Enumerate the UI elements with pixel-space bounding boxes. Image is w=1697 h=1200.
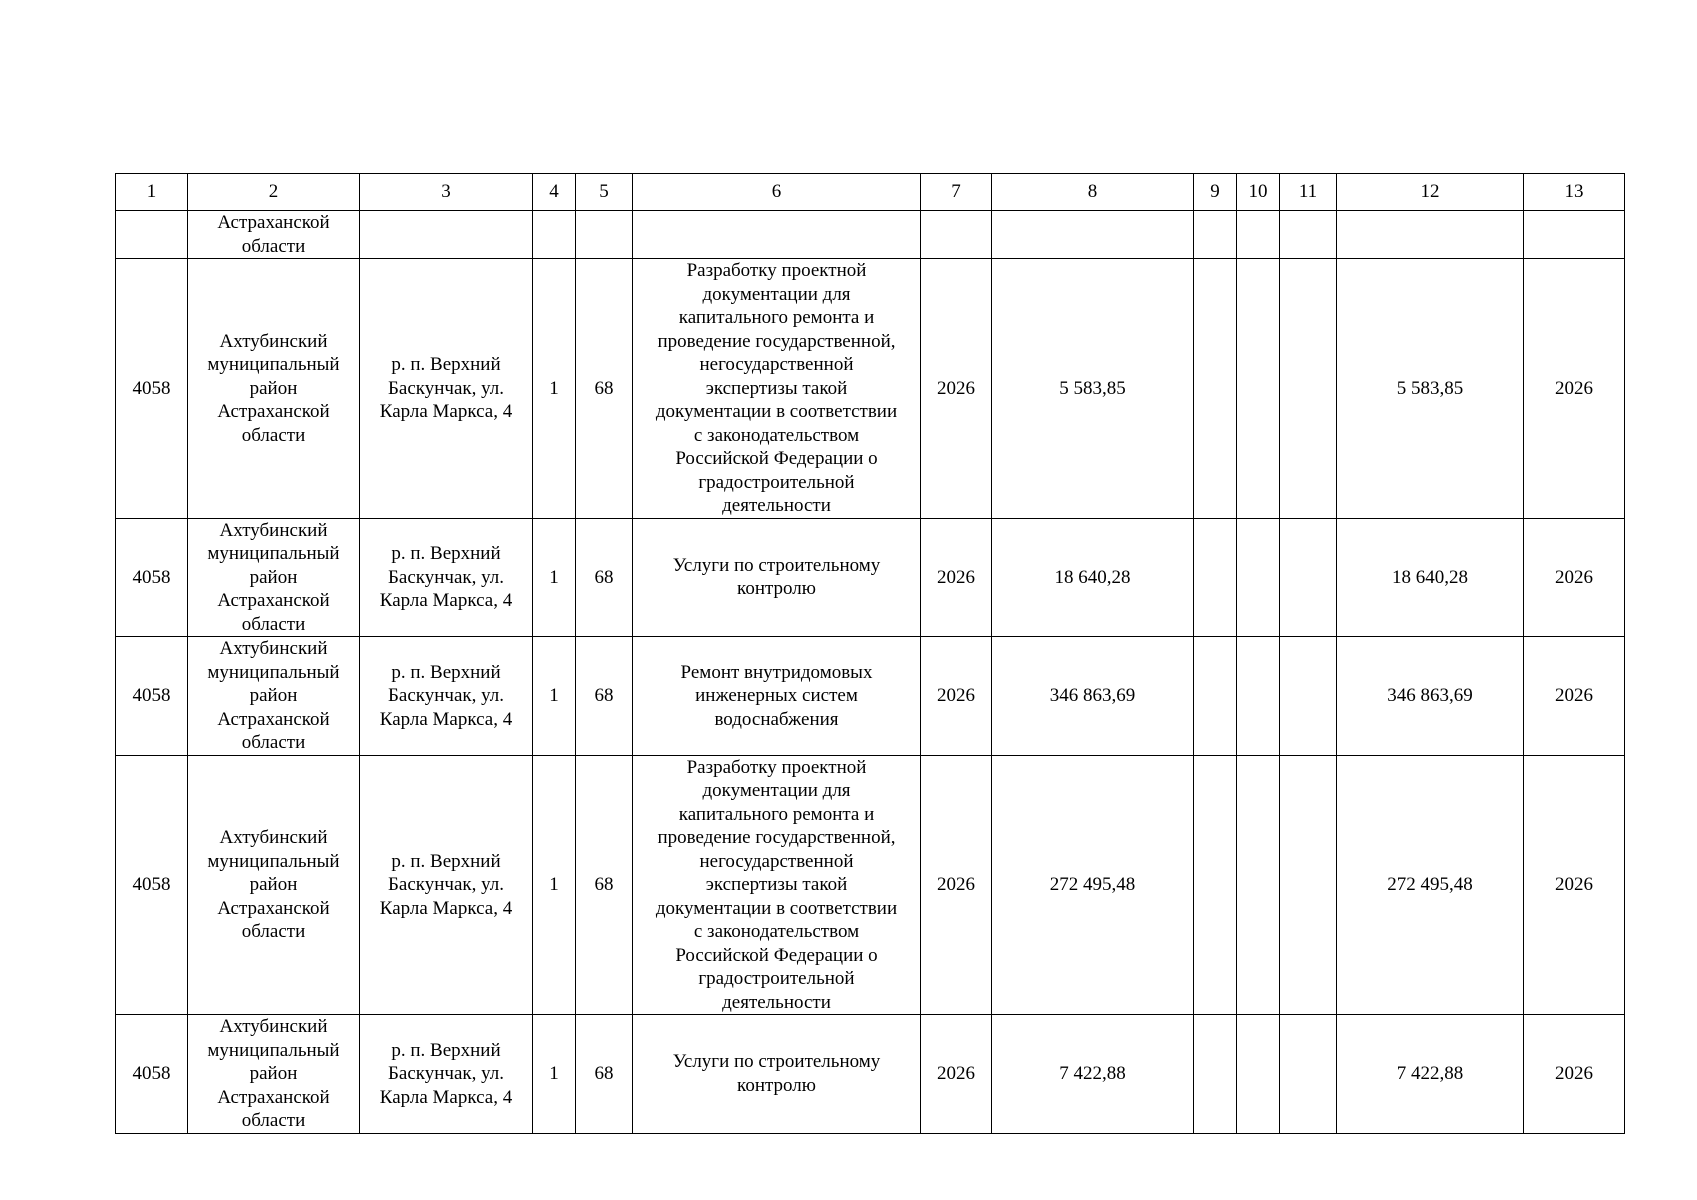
cell-number: 4058 (116, 518, 188, 637)
cell-amount-total: 7 422,88 (1337, 1015, 1524, 1134)
cell-col10 (1237, 518, 1280, 637)
cell-empty (1237, 211, 1280, 259)
cell-work-type: Разработку проектной документации для капитального ремонта и проведение государственной, негосударственной экспертизы такой документации в соответствии с законодательством Российской Федерации о градостроительной деятельности (633, 755, 921, 1015)
cell-col5: 68 (576, 637, 633, 756)
cell-work-type: Разработку проектной документации для капитального ремонта и проведение государственной, негосударственной экспертизы такой документации в соответствии с законодательством Российской Федерации о градостроительной деятельности (633, 259, 921, 519)
cell-work-type: Услуги по строительному контролю (633, 1015, 921, 1134)
cell-col11 (1280, 518, 1337, 637)
cell-number: 4058 (116, 259, 188, 519)
cell-year: 2026 (921, 637, 992, 756)
cell-address: р. п. Верхний Баскунчак, ул. Карла Маркса, 4 (360, 259, 533, 519)
cell-year-end: 2026 (1524, 637, 1625, 756)
table-row (116, 518, 1625, 637)
cell-year: 2026 (921, 259, 992, 519)
cell-region: Ахтубинский муниципальный район Астраханской области (188, 1015, 360, 1134)
cell-work-type: Услуги по строительному контролю (633, 518, 921, 637)
header-col-3: 3 (360, 174, 533, 211)
cell-col5: 68 (576, 518, 633, 637)
cell-col4: 1 (533, 1015, 576, 1134)
cell-col11 (1280, 1015, 1337, 1134)
cell-region: Ахтубинский муниципальный район Астраханской области (188, 755, 360, 1015)
cell-region: Ахтубинский муниципальный район Астраханской области (188, 518, 360, 637)
cell-amount-total: 5 583,85 (1337, 259, 1524, 519)
cell-empty (921, 211, 992, 259)
header-col-6: 6 (633, 174, 921, 211)
header-col-10: 10 (1237, 174, 1280, 211)
cell-region: Ахтубинский муниципальный район Астраханской области (188, 637, 360, 756)
cell-col4: 1 (533, 637, 576, 756)
header-col-5: 5 (576, 174, 633, 211)
cell-address: р. п. Верхний Баскунчак, ул. Карла Маркса, 4 (360, 1015, 533, 1134)
cell-amount-total: 272 495,48 (1337, 755, 1524, 1015)
cell-col5: 68 (576, 755, 633, 1015)
cell-amount: 346 863,69 (992, 637, 1194, 756)
cell-col4: 1 (533, 518, 576, 637)
cell-col10 (1237, 637, 1280, 756)
cell-address: р. п. Верхний Баскунчак, ул. Карла Маркса, 4 (360, 518, 533, 637)
cell-empty (1194, 211, 1237, 259)
header-col-8: 8 (992, 174, 1194, 211)
cell-amount-total: 346 863,69 (1337, 637, 1524, 756)
cell-address: р. п. Верхний Баскунчак, ул. Карла Маркса, 4 (360, 637, 533, 756)
cell-col9 (1194, 755, 1237, 1015)
header-col-7: 7 (921, 174, 992, 211)
header-col-1: 1 (116, 174, 188, 211)
cell-year-end: 2026 (1524, 1015, 1625, 1134)
cell-col9 (1194, 259, 1237, 519)
cell-year: 2026 (921, 1015, 992, 1134)
document-table (115, 173, 1625, 1134)
header-col-2: 2 (188, 174, 360, 211)
cell-empty (1337, 211, 1524, 259)
header-col-4: 4 (533, 174, 576, 211)
cell-work-type: Ремонт внутридомовых инженерных систем водоснабжения (633, 637, 921, 756)
cell-col9 (1194, 518, 1237, 637)
cell-number: 4058 (116, 1015, 188, 1134)
table-row (116, 1015, 1625, 1134)
cell-col9 (1194, 637, 1237, 756)
cell-col5: 68 (576, 259, 633, 519)
cell-year-end: 2026 (1524, 518, 1625, 637)
header-row (116, 174, 1625, 211)
cell-col4: 1 (533, 259, 576, 519)
cell-amount: 7 422,88 (992, 1015, 1194, 1134)
cell-empty (533, 211, 576, 259)
cell-year-end: 2026 (1524, 259, 1625, 519)
cell-region: Ахтубинский муниципальный район Астраханской области (188, 259, 360, 519)
header-col-13: 13 (1524, 174, 1625, 211)
cell-col11 (1280, 259, 1337, 519)
cell-year: 2026 (921, 518, 992, 637)
cell-empty (576, 211, 633, 259)
cell-empty (1280, 211, 1337, 259)
cell-col11 (1280, 637, 1337, 756)
cell-address: р. п. Верхний Баскунчак, ул. Карла Маркса, 4 (360, 755, 533, 1015)
cell-region: Астраханской области (188, 211, 360, 259)
cell-amount-total: 18 640,28 (1337, 518, 1524, 637)
cell-col10 (1237, 1015, 1280, 1134)
cell-col9 (1194, 1015, 1237, 1134)
cell-empty (992, 211, 1194, 259)
cell-amount: 272 495,48 (992, 755, 1194, 1015)
header-col-9: 9 (1194, 174, 1237, 211)
cell-empty (360, 211, 533, 259)
header-col-11: 11 (1280, 174, 1337, 211)
cell-amount: 5 583,85 (992, 259, 1194, 519)
cell-col5: 68 (576, 1015, 633, 1134)
table-row (116, 755, 1625, 1015)
continuation-row (116, 211, 1625, 259)
cell-number: 4058 (116, 637, 188, 756)
cell-year: 2026 (921, 755, 992, 1015)
table-row (116, 259, 1625, 519)
header-col-12: 12 (1337, 174, 1524, 211)
table-row (116, 637, 1625, 756)
cell-empty (1524, 211, 1625, 259)
cell-empty (633, 211, 921, 259)
cell-year-end: 2026 (1524, 755, 1625, 1015)
cell-col10 (1237, 755, 1280, 1015)
cell-amount: 18 640,28 (992, 518, 1194, 637)
cell-col11 (1280, 755, 1337, 1015)
cell-col10 (1237, 259, 1280, 519)
cell-number: 4058 (116, 755, 188, 1015)
cell-empty (116, 211, 188, 259)
cell-col4: 1 (533, 755, 576, 1015)
